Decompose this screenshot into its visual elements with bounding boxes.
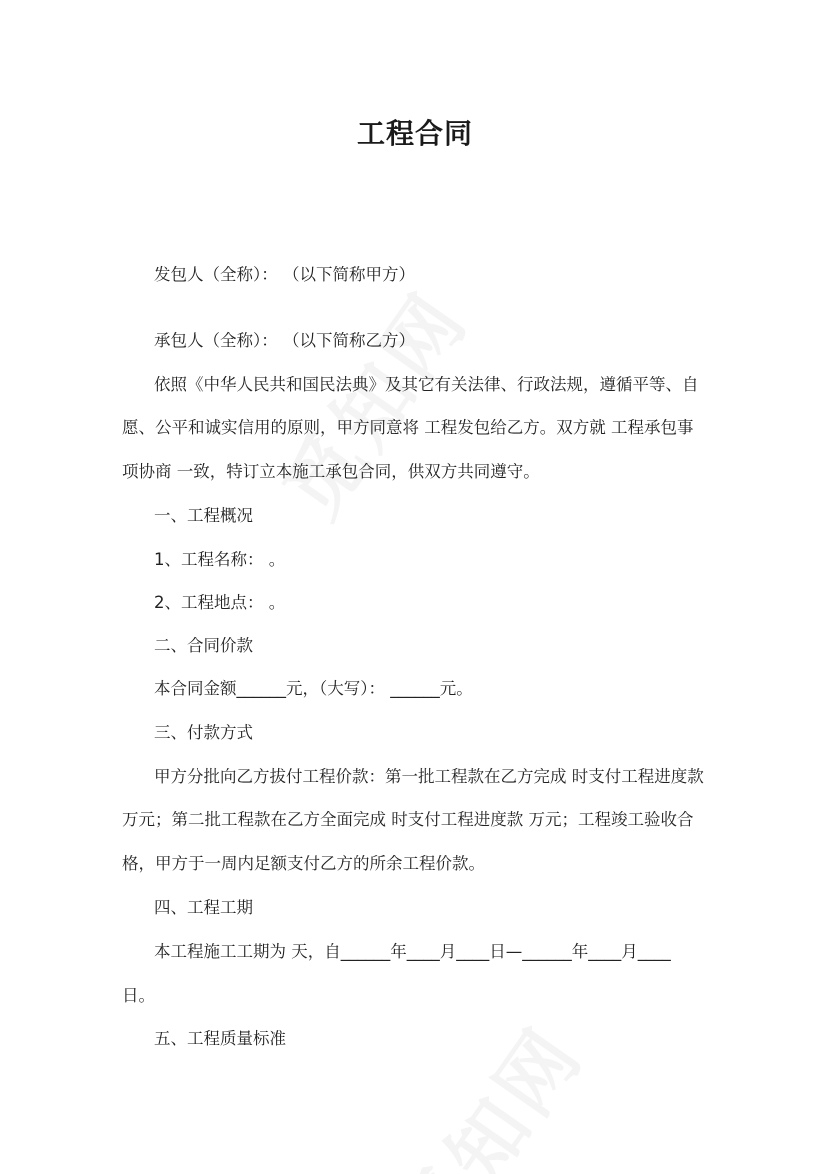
contractor-line: 承包人（全称）： （以下简称乙方） <box>154 331 415 350</box>
paragraph-line: 日。 <box>122 986 155 1005</box>
paragraph-line: 甲方分批向乙方拔付工程价款：第一批工程款在乙方完成 时支付工程进度款 <box>154 767 704 786</box>
section-heading: 二、合同价款 <box>154 636 253 655</box>
paragraph-line: 格，甲方于一周内足额支付乙方的所余工程价款。 <box>122 854 485 873</box>
paragraph-line: 依照《中华人民共和国民法典》及其它有关法律、行政法规，遵循平等、自 <box>154 375 699 394</box>
section-heading: 三、付款方式 <box>154 723 253 742</box>
paragraph-line: 2、工程地点： 。 <box>154 593 286 612</box>
watermark <box>368 1001 604 1174</box>
paragraph-line: 项协商 一致，特订立本施工承包合同，供双方共同遵守。 <box>122 462 540 481</box>
paragraph-line: 1、工程名称： 。 <box>154 550 286 569</box>
paragraph-line: 本工程施工工期为 天，自______年____月____日—______年____月____ <box>154 942 671 961</box>
paragraph-line: 万元；第二批工程款在乙方全面完成 时支付工程进度款 万元；工程竣工验收合 <box>122 810 694 829</box>
document-title: 工程合同 <box>356 117 473 150</box>
employer-line: 发包人（全称）： （以下简称甲方） <box>154 265 415 284</box>
paragraph-line: 本合同金额______元，（大写）： ______元。 <box>154 679 473 698</box>
paragraph-line: 愿、公平和诚实信用的原则，甲方同意将 工程发包给乙方。双方就 工程承包事 <box>122 418 694 437</box>
section-heading: 一、工程概况 <box>154 506 253 525</box>
section-heading: 五、工程质量标准 <box>154 1029 286 1048</box>
section-heading: 四、工程工期 <box>154 898 253 917</box>
watermark <box>253 266 489 537</box>
